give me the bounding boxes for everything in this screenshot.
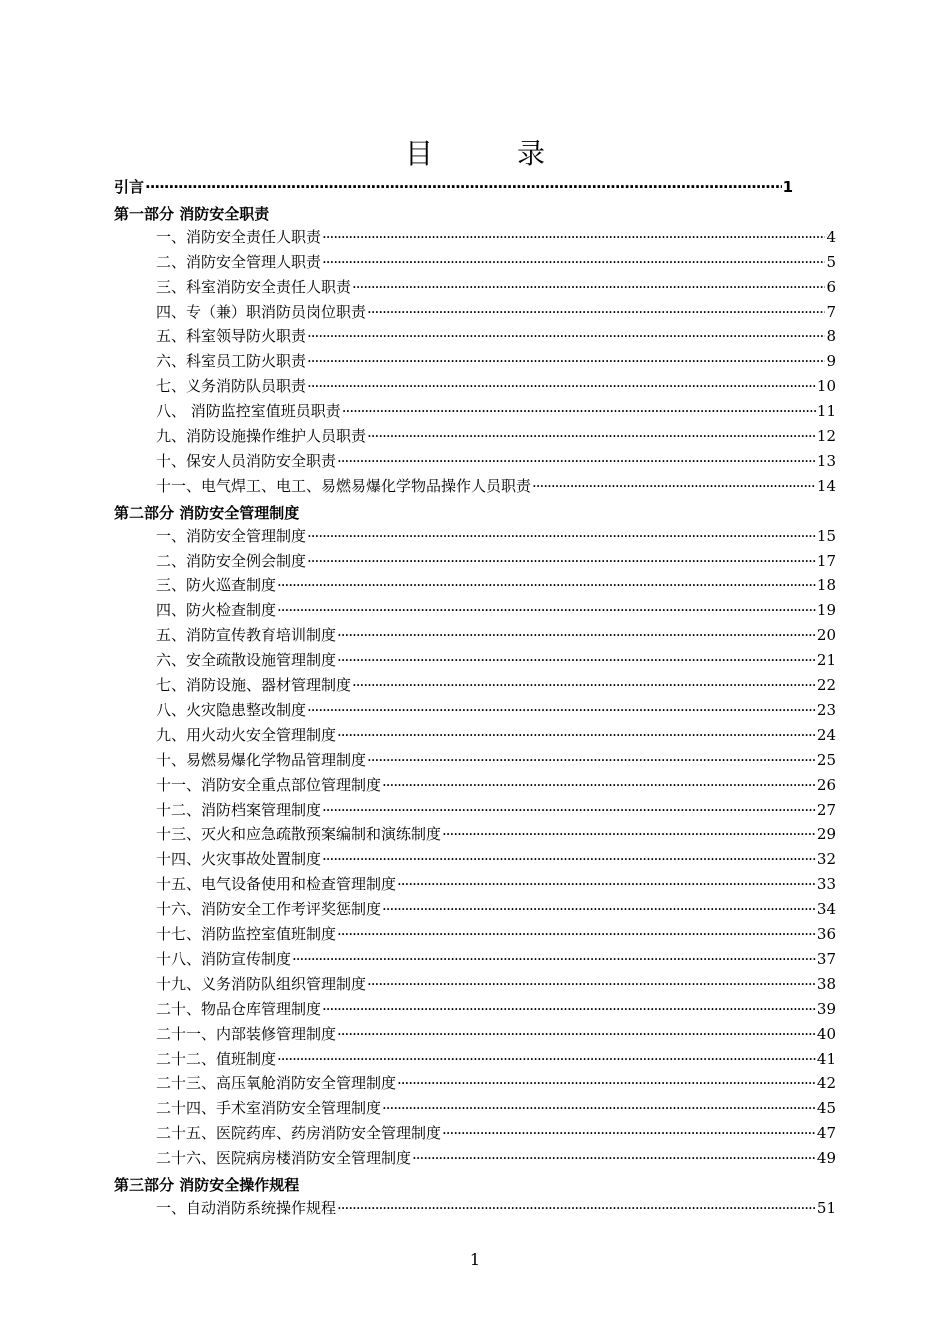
toc-entry[interactable] bbox=[156, 276, 836, 300]
toc-entry-page: 45 bbox=[816, 1099, 836, 1118]
toc-entry-page: 15 bbox=[816, 526, 836, 545]
toc-entry-label: 二十一、内部装修管理制度 bbox=[156, 1024, 337, 1043]
toc-entry-label: 十、保安人员消防安全职责 bbox=[156, 451, 337, 470]
toc-entry-label: 二十二、值班制度 bbox=[156, 1049, 277, 1068]
toc-entry-label: 十一、消防安全重点部位管理制度 bbox=[156, 775, 382, 794]
toc-leader-dots bbox=[367, 427, 816, 445]
toc-entry[interactable] bbox=[156, 1197, 836, 1221]
toc-leader-dots bbox=[322, 1000, 816, 1018]
toc-entry-label: 二、消防安全管理人职责 bbox=[156, 252, 322, 271]
toc-entry-page: 8 bbox=[826, 327, 836, 346]
toc-entry-label: 十八、消防宣传制度 bbox=[156, 949, 292, 968]
page-title bbox=[0, 132, 950, 172]
toc-entry[interactable] bbox=[156, 823, 836, 847]
toc-entry-label: 引言 bbox=[114, 178, 145, 196]
toc-entry-page: 20 bbox=[816, 626, 836, 645]
toc-entry-label: 六、安全疏散设施管理制度 bbox=[156, 651, 337, 670]
toc-leader-dots bbox=[322, 253, 825, 271]
toc-leader-dots bbox=[145, 178, 782, 196]
toc-entry-page: 24 bbox=[816, 725, 836, 744]
toc-entry-label: 五、消防宣传教育培训制度 bbox=[156, 626, 337, 645]
toc-entry-label: 一、消防安全管理制度 bbox=[156, 526, 307, 545]
title-char-left: 目 bbox=[404, 137, 433, 170]
toc-entry-label: 一、消防安全责任人职责 bbox=[156, 227, 322, 246]
toc-entry-page: 22 bbox=[816, 676, 836, 694]
toc-entry-page: 10 bbox=[816, 377, 836, 396]
toc-entry-page: 34 bbox=[816, 900, 836, 919]
toc-entry-page: 13 bbox=[816, 451, 836, 470]
toc-leader-dots bbox=[307, 377, 816, 395]
toc-entry-label: 四、防火检查制度 bbox=[156, 601, 277, 620]
toc-entry-label: 十五、电气设备使用和检查管理制度 bbox=[156, 875, 397, 894]
toc-entry-page: 29 bbox=[816, 825, 836, 844]
toc-entry-page: 42 bbox=[816, 1074, 836, 1093]
toc-entry-label: 四、专（兼）职消防员岗位职责 bbox=[156, 302, 367, 321]
toc-leader-dots bbox=[382, 1099, 816, 1117]
toc-entry-label: 六、科室员工防火职责 bbox=[156, 352, 307, 371]
toc-entry-label: 十一、电气焊工、电工、易燃易爆化学物品操作人员职责 bbox=[156, 476, 532, 495]
toc-entry-page: 40 bbox=[816, 1024, 836, 1043]
toc-entry-label: 七、消防设施、器材管理制度 bbox=[156, 676, 352, 694]
toc-entry-label: 十二、消防档案管理制度 bbox=[156, 800, 322, 819]
toc-entry[interactable] bbox=[156, 873, 836, 897]
toc-entry-page: 32 bbox=[816, 850, 836, 869]
toc-entry[interactable] bbox=[156, 525, 836, 549]
toc-entry-page: 47 bbox=[816, 1124, 836, 1143]
toc-leader-dots bbox=[322, 850, 816, 868]
toc-leader-dots bbox=[342, 402, 816, 420]
toc-leader-dots bbox=[307, 352, 825, 370]
toc-entry[interactable] bbox=[156, 325, 836, 349]
toc-entry-label: 十九、义务消防队组织管理制度 bbox=[156, 974, 367, 993]
toc-entry-page: 19 bbox=[816, 601, 836, 620]
toc-entry-page: 27 bbox=[816, 800, 836, 819]
toc-entry[interactable] bbox=[156, 375, 836, 399]
toc-leader-dots bbox=[307, 527, 816, 545]
toc-entry-label: 二十、物品仓库管理制度 bbox=[156, 999, 322, 1018]
toc-entry[interactable] bbox=[156, 724, 836, 748]
toc-leader-dots bbox=[322, 801, 816, 819]
toc-entry-page: 17 bbox=[816, 551, 836, 570]
toc-entry-label: 二十六、医院病房楼消防安全管理制度 bbox=[156, 1149, 412, 1168]
toc-entry[interactable] bbox=[156, 1122, 836, 1146]
toc-leader-dots bbox=[337, 651, 816, 669]
toc-entry-page: 12 bbox=[816, 427, 836, 445]
toc-entry-page: 11 bbox=[816, 402, 836, 421]
toc-leader-dots bbox=[532, 477, 816, 495]
toc-entry-page: 37 bbox=[816, 949, 836, 968]
toc-entry[interactable] bbox=[156, 624, 836, 648]
toc-leader-dots bbox=[367, 303, 825, 321]
toc-entry[interactable] bbox=[156, 998, 836, 1022]
toc-entry-label: 十七、消防监控室值班制度 bbox=[156, 925, 337, 943]
toc-entry[interactable] bbox=[156, 749, 836, 773]
toc-leader-dots bbox=[277, 576, 816, 594]
toc-leader-dots bbox=[442, 1124, 816, 1142]
toc-entry[interactable] bbox=[156, 649, 836, 673]
toc-entry-page: 41 bbox=[816, 1049, 836, 1068]
toc-entry[interactable] bbox=[156, 226, 836, 250]
toc-entry-page: 5 bbox=[826, 252, 836, 271]
toc-entry-page: 18 bbox=[816, 576, 836, 595]
toc-entry[interactable] bbox=[156, 799, 836, 823]
toc-leader-dots bbox=[292, 950, 816, 968]
toc-entry-page: 25 bbox=[816, 750, 836, 769]
toc-entry[interactable] bbox=[156, 350, 836, 374]
toc-entry[interactable] bbox=[156, 699, 836, 723]
toc-leader-dots bbox=[307, 701, 816, 719]
section-heading[interactable]: 第二部分 消防安全管理制度 bbox=[114, 503, 300, 522]
toc-leader-dots bbox=[322, 228, 825, 246]
toc-leader-dots bbox=[397, 1074, 816, 1092]
toc-leader-dots bbox=[337, 726, 816, 744]
toc-leader-dots bbox=[307, 327, 825, 345]
toc-entry-page: 21 bbox=[816, 651, 836, 670]
toc-entry[interactable] bbox=[156, 251, 836, 275]
toc-entry[interactable] bbox=[156, 923, 836, 947]
toc-leader-dots bbox=[352, 278, 825, 296]
toc-entry[interactable] bbox=[156, 1097, 836, 1121]
toc-entry-page: 36 bbox=[816, 925, 836, 943]
toc-leader-dots bbox=[307, 552, 816, 570]
toc-entry-label: 十、易燃易爆化学物品管理制度 bbox=[156, 750, 367, 769]
toc-entry[interactable] bbox=[156, 774, 836, 798]
toc-entry-label: 十三、灭火和应急疏散预案编制和演练制度 bbox=[156, 825, 442, 844]
toc-leader-dots bbox=[397, 875, 816, 893]
toc-entry[interactable] bbox=[156, 1023, 836, 1047]
section-heading[interactable]: 第一部分 消防安全职责 bbox=[114, 204, 270, 223]
toc-entry-page: 1 bbox=[782, 178, 793, 196]
toc-entry[interactable] bbox=[156, 599, 836, 623]
toc-leader-dots bbox=[337, 925, 816, 943]
toc-leader-dots bbox=[352, 676, 816, 694]
toc-entry-label: 二十四、手术室消防安全管理制度 bbox=[156, 1099, 382, 1118]
toc-entry-page: 6 bbox=[826, 277, 836, 296]
toc-entry-page: 49 bbox=[816, 1149, 836, 1168]
toc-leader-dots bbox=[442, 825, 816, 843]
toc-entry-label: 十六、消防安全工作考评奖惩制度 bbox=[156, 900, 382, 919]
toc-entry-page: 7 bbox=[826, 302, 836, 321]
toc-entry[interactable] bbox=[156, 550, 836, 574]
toc-entry-page: 51 bbox=[816, 1198, 836, 1217]
toc-entry-intro[interactable] bbox=[114, 176, 793, 200]
toc-entry-page: 4 bbox=[826, 227, 836, 246]
toc-entry-label: 九、消防设施操作维护人员职责 bbox=[156, 427, 367, 445]
toc-leader-dots bbox=[277, 601, 816, 619]
toc-leader-dots bbox=[382, 776, 816, 794]
toc-entry[interactable] bbox=[156, 475, 836, 499]
toc-entry[interactable] bbox=[156, 1147, 836, 1171]
toc-entry[interactable] bbox=[156, 674, 836, 698]
toc-entry-label: 八、 消防监控室值班员职责 bbox=[156, 402, 341, 421]
section-heading[interactable]: 第三部分 消防安全操作规程 bbox=[114, 1176, 300, 1194]
toc-entry-label: 十四、火灾事故处置制度 bbox=[156, 850, 322, 869]
toc-leader-dots bbox=[277, 1050, 816, 1068]
toc-leader-dots bbox=[337, 1025, 816, 1043]
toc-entry-label: 五、科室领导防火职责 bbox=[156, 327, 307, 346]
toc-entry[interactable] bbox=[156, 898, 836, 922]
toc-entry-label: 二十三、高压氧舱消防安全管理制度 bbox=[156, 1074, 397, 1093]
toc-entry[interactable] bbox=[156, 848, 836, 872]
toc-leader-dots bbox=[337, 1199, 816, 1217]
toc-entry[interactable] bbox=[156, 1072, 836, 1096]
toc-entry-label: 二、消防安全例会制度 bbox=[156, 551, 307, 570]
toc-entry[interactable] bbox=[156, 425, 836, 449]
toc-entry[interactable] bbox=[156, 1048, 836, 1072]
toc-entry-label: 七、义务消防队员职责 bbox=[156, 377, 307, 396]
toc-entry-label: 三、防火巡查制度 bbox=[156, 576, 277, 595]
toc-entry[interactable] bbox=[156, 301, 836, 325]
toc-entry-page: 38 bbox=[816, 974, 836, 993]
toc-entry[interactable] bbox=[156, 574, 836, 598]
toc-leader-dots bbox=[337, 626, 816, 644]
toc-entry[interactable] bbox=[156, 400, 836, 424]
toc-entry-label: 一、自动消防系统操作规程 bbox=[156, 1198, 337, 1217]
toc-entry-label: 九、用火动火安全管理制度 bbox=[156, 725, 337, 744]
toc-entry-label: 二十五、医院药库、药房消防安全管理制度 bbox=[156, 1124, 442, 1143]
toc-entry-page: 39 bbox=[816, 999, 836, 1018]
toc-entry[interactable] bbox=[156, 450, 836, 474]
toc-entry-label: 八、火灾隐患整改制度 bbox=[156, 700, 307, 719]
toc-entry-page: 26 bbox=[816, 775, 836, 794]
toc-entry-label: 三、科室消防安全责任人职责 bbox=[156, 277, 352, 296]
page-number: 1 bbox=[469, 1250, 481, 1269]
toc-entry-page: 23 bbox=[816, 700, 836, 719]
toc-entry-page: 14 bbox=[816, 476, 836, 495]
toc-leader-dots bbox=[337, 452, 816, 470]
toc-entry[interactable] bbox=[156, 973, 836, 997]
toc-leader-dots bbox=[382, 900, 816, 918]
toc-leader-dots bbox=[412, 1149, 816, 1167]
toc-leader-dots bbox=[367, 975, 816, 993]
title-char-right: 录 bbox=[517, 137, 546, 170]
toc-entry-page: 33 bbox=[816, 875, 836, 894]
toc-entry[interactable] bbox=[156, 948, 836, 972]
toc-entry-page: 9 bbox=[826, 352, 836, 371]
toc-leader-dots bbox=[367, 751, 816, 769]
